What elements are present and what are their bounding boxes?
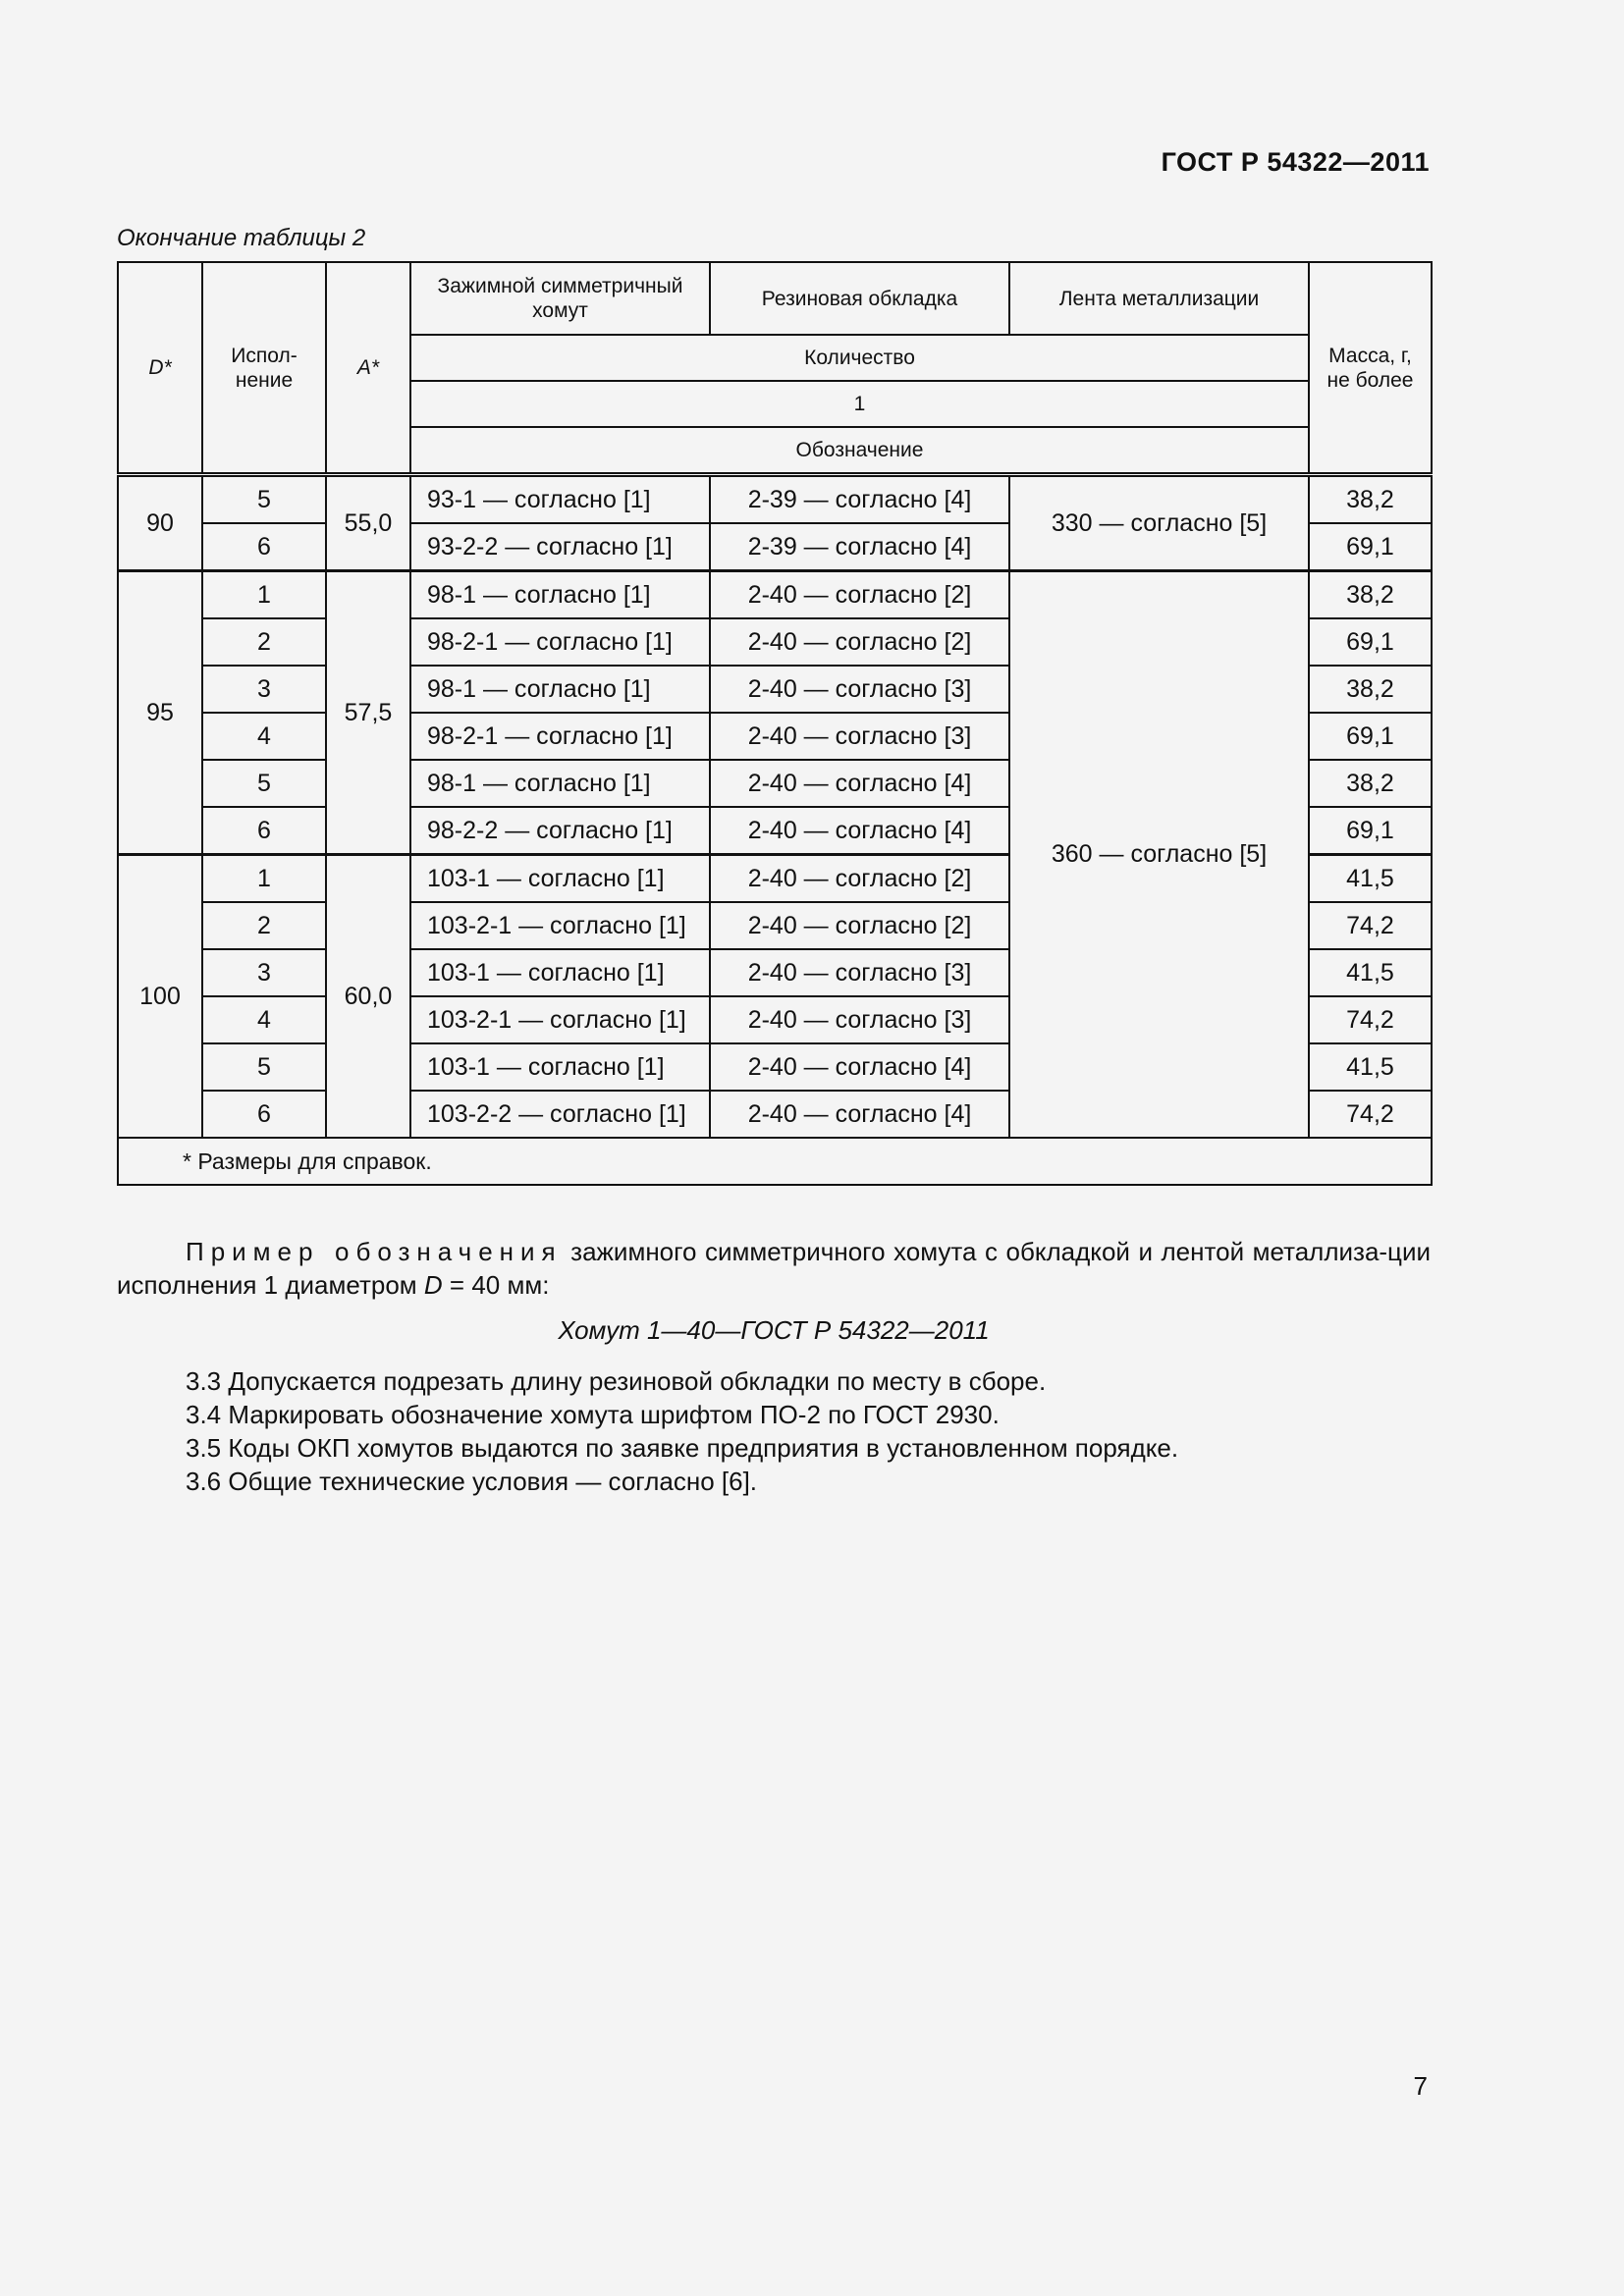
cell-homut: 98-2-2 — согласно [1]: [410, 807, 710, 855]
cell-d: 90: [118, 475, 202, 571]
cell-obkladka: 2-40 — согласно [2]: [710, 855, 1009, 903]
table-caption: Окончание таблицы 2: [117, 225, 366, 251]
cell-isp: 1: [202, 855, 326, 903]
data-table: [117, 261, 1433, 1186]
cell-obkladka: 2-40 — согласно [3]: [710, 713, 1009, 760]
cell-obkladka: 2-40 — согласно [2]: [710, 618, 1009, 666]
cell-massa: 38,2: [1309, 571, 1432, 619]
header-d: D*: [118, 262, 202, 475]
clause-list: [186, 1364, 1178, 1498]
clause-item: 3.5 Коды ОКП хомутов выдаются по заявке предприятия в установленном порядке.: [186, 1433, 1179, 1463]
cell-isp: 4: [202, 713, 326, 760]
cell-massa: 41,5: [1309, 855, 1432, 903]
cell-homut: 98-1 — согласно [1]: [410, 571, 710, 619]
cell-massa: 69,1: [1309, 807, 1432, 855]
header-obkladka: Резиновая обкладка: [710, 262, 1009, 335]
designation-formula: Хомут 1—40—ГОСТ Р 54322—2011: [558, 1315, 990, 1345]
table-footnote: * Размеры для справок.: [118, 1138, 1432, 1185]
cell-obkladka: 2-40 — согласно [4]: [710, 807, 1009, 855]
cell-homut: 98-2-1 — согласно [1]: [410, 618, 710, 666]
cell-homut: 98-2-1 — согласно [1]: [410, 713, 710, 760]
page-number: 7: [1413, 2071, 1428, 2101]
cell-homut: 93-1 — согласно [1]: [410, 475, 710, 524]
example-text-2: = 40 мм:: [442, 1270, 550, 1300]
cell-isp: 3: [202, 949, 326, 996]
cell-d: 95: [118, 571, 202, 855]
header-qty: 1: [410, 381, 1309, 427]
cell-obkladka: 2-40 — согласно [2]: [710, 902, 1009, 949]
cell-massa: 41,5: [1309, 949, 1432, 996]
cell-obkladka: 2-39 — согласно [4]: [710, 523, 1009, 571]
cell-homut: 103-1 — согласно [1]: [410, 855, 710, 903]
cell-obkladka: 2-40 — согласно [3]: [710, 949, 1009, 996]
cell-isp: 2: [202, 618, 326, 666]
cell-obkladka: 2-40 — согласно [3]: [710, 996, 1009, 1043]
cell-d: 100: [118, 855, 202, 1139]
cell-isp: 5: [202, 1043, 326, 1091]
cell-homut: 103-1 — согласно [1]: [410, 1043, 710, 1091]
table-footnote-row: [118, 1138, 1432, 1185]
cell-isp: 6: [202, 807, 326, 855]
header-oboznachenie: Обозначение: [410, 427, 1309, 475]
cell-massa: 38,2: [1309, 475, 1432, 524]
cell-isp: 4: [202, 996, 326, 1043]
cell-homut: 103-2-1 — согласно [1]: [410, 902, 710, 949]
header-a: A*: [326, 262, 410, 475]
clause-item: 3.6 Общие технические условия — согласно [6].: [186, 1467, 758, 1496]
clause-item: 3.4 Маркировать обозначение хомута шрифтом ПО-2 по ГОСТ 2930.: [186, 1400, 1000, 1429]
cell-massa: 74,2: [1309, 902, 1432, 949]
cell-massa: 69,1: [1309, 713, 1432, 760]
cell-homut: 98-1 — согласно [1]: [410, 666, 710, 713]
cell-a: 57,5: [326, 571, 410, 855]
cell-a: 60,0: [326, 855, 410, 1139]
cell-massa: 74,2: [1309, 1091, 1432, 1138]
cell-isp: 5: [202, 760, 326, 807]
cell-massa: 74,2: [1309, 996, 1432, 1043]
table-row: [118, 571, 1432, 619]
cell-homut: 103-2-2 — согласно [1]: [410, 1091, 710, 1138]
cell-isp: 3: [202, 666, 326, 713]
cell-obkladka: 2-40 — согласно [2]: [710, 571, 1009, 619]
cell-obkladka: 2-40 — согласно [3]: [710, 666, 1009, 713]
cell-homut: 103-1 — согласно [1]: [410, 949, 710, 996]
cell-homut: 98-1 — согласно [1]: [410, 760, 710, 807]
cell-massa: 38,2: [1309, 760, 1432, 807]
cell-massa: 41,5: [1309, 1043, 1432, 1091]
header-kolichestvo: Количество: [410, 335, 1309, 381]
example-paragraph: [117, 1235, 1431, 1302]
example-text-1: зажимного симметричного хомута с обкладкой и лентой металлиза-ции исполнения 1 диаметром: [117, 1237, 1431, 1300]
cell-a: 55,0: [326, 475, 410, 571]
example-spaced-label: Пример обозначения: [186, 1237, 563, 1266]
header-massa: Масса, г, не более: [1309, 262, 1432, 475]
cell-isp: 6: [202, 1091, 326, 1138]
cell-isp: 1: [202, 571, 326, 619]
cell-massa: 69,1: [1309, 618, 1432, 666]
header-ispolnenie: Испол- нение: [202, 262, 326, 475]
cell-lenta: 330 — согласно [5]: [1009, 475, 1309, 571]
example-d-variable: D: [423, 1270, 443, 1300]
cell-massa: 38,2: [1309, 666, 1432, 713]
cell-homut: 93-2-2 — согласно [1]: [410, 523, 710, 571]
header-lenta: Лента металлизации: [1009, 262, 1309, 335]
table-row: [118, 475, 1432, 524]
cell-isp: 6: [202, 523, 326, 571]
document-header: ГОСТ Р 54322—2011: [1161, 147, 1430, 177]
cell-obkladka: 2-40 — согласно [4]: [710, 760, 1009, 807]
cell-massa: 69,1: [1309, 523, 1432, 571]
header-homut: Зажимной симметричный хомут: [410, 262, 710, 335]
clause-item: 3.3 Допускается подрезать длину резиновой обкладки по месту в сборе.: [186, 1366, 1047, 1396]
cell-lenta: 360 — согласно [5]: [1009, 571, 1309, 1139]
cell-obkladka: 2-40 — согласно [4]: [710, 1043, 1009, 1091]
cell-obkladka: 2-40 — согласно [4]: [710, 1091, 1009, 1138]
cell-obkladka: 2-39 — согласно [4]: [710, 475, 1009, 524]
cell-homut: 103-2-1 — согласно [1]: [410, 996, 710, 1043]
cell-isp: 2: [202, 902, 326, 949]
cell-isp: 5: [202, 475, 326, 524]
